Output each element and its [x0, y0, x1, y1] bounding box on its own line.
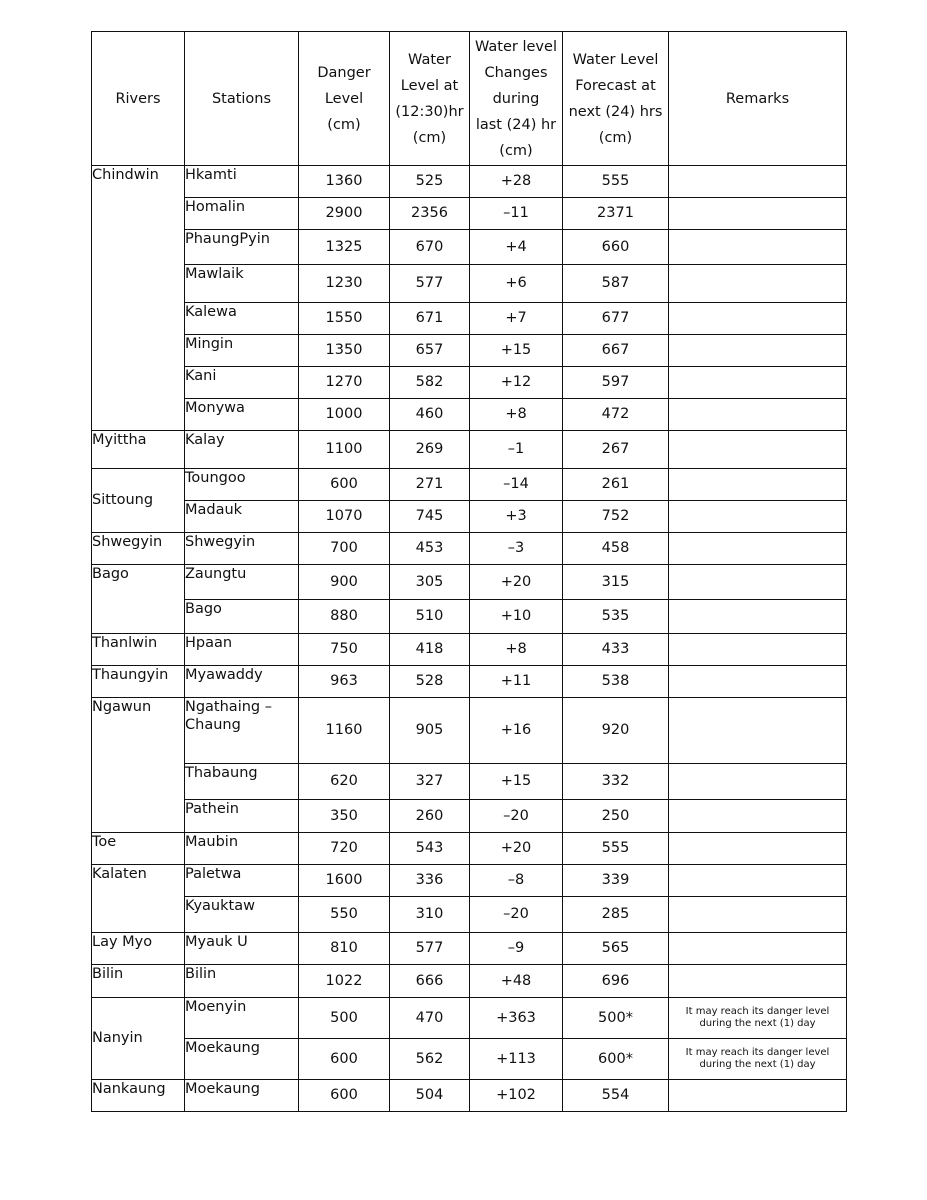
forecast-cell: 565 — [563, 933, 669, 965]
forecast-cell: 660 — [563, 230, 669, 265]
forecast-cell: 472 — [563, 399, 669, 431]
danger-cell: 1600 — [299, 865, 390, 897]
danger-cell: 1350 — [299, 335, 390, 367]
table-row — [92, 764, 847, 800]
change-cell: +4 — [470, 230, 563, 265]
change-cell: +3 — [470, 501, 563, 533]
change-cell: +363 — [470, 998, 563, 1039]
forecast-cell: 587 — [563, 265, 669, 303]
table-row — [92, 367, 847, 399]
forecast-cell: 500* — [563, 998, 669, 1039]
change-cell: –11 — [470, 198, 563, 230]
station-cell: PhaungPyin — [185, 230, 299, 265]
danger-cell: 1550 — [299, 303, 390, 335]
danger-cell: 500 — [299, 998, 390, 1039]
table-row — [92, 1080, 847, 1112]
level-cell: 666 — [390, 965, 470, 998]
forecast-cell: 339 — [563, 865, 669, 897]
forecast-cell: 752 — [563, 501, 669, 533]
station-cell: Moekaung — [185, 1080, 299, 1112]
water-level-table — [91, 31, 847, 1112]
station-cell: Pathein — [185, 800, 299, 833]
danger-cell: 550 — [299, 897, 390, 933]
river-cell: Thanlwin — [92, 634, 185, 666]
header-water-level: Water Level at (12:30)hr (cm) — [390, 32, 470, 166]
station-cell: Mingin — [185, 335, 299, 367]
station-cell: Kalewa — [185, 303, 299, 335]
danger-cell: 620 — [299, 764, 390, 800]
station-cell: Zaungtu — [185, 565, 299, 600]
danger-cell: 1230 — [299, 265, 390, 303]
remarks-cell — [669, 230, 847, 265]
level-cell: 460 — [390, 399, 470, 431]
remarks-cell — [669, 833, 847, 865]
change-cell: –20 — [470, 800, 563, 833]
remarks-cell — [669, 367, 847, 399]
forecast-cell: 535 — [563, 600, 669, 634]
river-cell: Sittoung — [92, 469, 185, 533]
table-row — [92, 265, 847, 303]
danger-cell: 600 — [299, 1039, 390, 1080]
danger-cell: 900 — [299, 565, 390, 600]
table-row — [92, 600, 847, 634]
forecast-cell: 267 — [563, 431, 669, 469]
table-row — [92, 533, 847, 565]
danger-cell: 963 — [299, 666, 390, 698]
change-cell: +113 — [470, 1039, 563, 1080]
danger-cell: 1360 — [299, 166, 390, 198]
danger-cell: 750 — [299, 634, 390, 666]
table-row — [92, 1039, 847, 1080]
table-row — [92, 897, 847, 933]
change-cell: +12 — [470, 367, 563, 399]
header-row — [92, 32, 847, 166]
river-cell: Chindwin — [92, 166, 185, 431]
level-cell: 2356 — [390, 198, 470, 230]
river-cell: Nanyin — [92, 998, 185, 1080]
forecast-cell: 285 — [563, 897, 669, 933]
remarks-cell — [669, 335, 847, 367]
remarks-cell: It may reach its danger level during the next (1) day — [669, 998, 847, 1039]
remarks-cell — [669, 469, 847, 501]
station-cell: Moekaung — [185, 1039, 299, 1080]
header-forecast: Water Level Forecast at next (24) hrs (cm) — [563, 32, 669, 166]
level-cell: 336 — [390, 865, 470, 897]
level-cell: 271 — [390, 469, 470, 501]
forecast-cell: 332 — [563, 764, 669, 800]
forecast-cell: 920 — [563, 698, 669, 764]
level-cell: 470 — [390, 998, 470, 1039]
change-cell: +11 — [470, 666, 563, 698]
remarks-cell — [669, 166, 847, 198]
remarks-cell: It may reach its danger level during the next (1) day — [669, 1039, 847, 1080]
danger-cell: 720 — [299, 833, 390, 865]
station-cell: Mawlaik — [185, 265, 299, 303]
station-cell: Shwegyin — [185, 533, 299, 565]
table-row — [92, 469, 847, 501]
station-cell: Maubin — [185, 833, 299, 865]
level-cell: 562 — [390, 1039, 470, 1080]
change-cell: +8 — [470, 634, 563, 666]
change-cell: +102 — [470, 1080, 563, 1112]
station-cell: Hkamti — [185, 166, 299, 198]
danger-cell: 1100 — [299, 431, 390, 469]
table-row — [92, 166, 847, 198]
river-cell: Thaungyin — [92, 666, 185, 698]
table-row — [92, 933, 847, 965]
remarks-cell — [669, 865, 847, 897]
table-row — [92, 634, 847, 666]
level-cell: 670 — [390, 230, 470, 265]
forecast-cell: 555 — [563, 833, 669, 865]
level-cell: 260 — [390, 800, 470, 833]
change-cell: –1 — [470, 431, 563, 469]
table-row — [92, 965, 847, 998]
header-remarks: Remarks — [669, 32, 847, 166]
forecast-cell: 600* — [563, 1039, 669, 1080]
station-cell: Kyauktaw — [185, 897, 299, 933]
table-row — [92, 230, 847, 265]
change-cell: +16 — [470, 698, 563, 764]
remarks-cell — [669, 666, 847, 698]
remarks-cell — [669, 198, 847, 230]
table-row — [92, 998, 847, 1039]
remarks-cell — [669, 1080, 847, 1112]
forecast-cell: 555 — [563, 166, 669, 198]
station-cell: Myauk U — [185, 933, 299, 965]
header-stations: Stations — [185, 32, 299, 166]
change-cell: +10 — [470, 600, 563, 634]
danger-cell: 810 — [299, 933, 390, 965]
header-danger-level: Danger Level (cm) — [299, 32, 390, 166]
station-cell: Hpaan — [185, 634, 299, 666]
station-cell: Kani — [185, 367, 299, 399]
level-cell: 327 — [390, 764, 470, 800]
danger-cell: 1325 — [299, 230, 390, 265]
remarks-cell — [669, 800, 847, 833]
station-cell: Madauk — [185, 501, 299, 533]
level-cell: 745 — [390, 501, 470, 533]
level-cell: 543 — [390, 833, 470, 865]
remarks-cell — [669, 764, 847, 800]
level-cell: 577 — [390, 933, 470, 965]
station-cell: Bilin — [185, 965, 299, 998]
header-rivers: Rivers — [92, 32, 185, 166]
forecast-cell: 458 — [563, 533, 669, 565]
station-cell: Bago — [185, 600, 299, 634]
level-cell: 504 — [390, 1080, 470, 1112]
remarks-cell — [669, 698, 847, 764]
table-row — [92, 865, 847, 897]
danger-cell: 1160 — [299, 698, 390, 764]
danger-cell: 1270 — [299, 367, 390, 399]
danger-cell: 700 — [299, 533, 390, 565]
river-cell: Bilin — [92, 965, 185, 998]
table-row — [92, 335, 847, 367]
table-row — [92, 399, 847, 431]
level-cell: 269 — [390, 431, 470, 469]
change-cell: –9 — [470, 933, 563, 965]
remarks-cell — [669, 634, 847, 666]
change-cell: +28 — [470, 166, 563, 198]
danger-cell: 600 — [299, 1080, 390, 1112]
river-cell: Bago — [92, 565, 185, 634]
river-cell: Ngawun — [92, 698, 185, 833]
forecast-cell: 696 — [563, 965, 669, 998]
station-cell: Paletwa — [185, 865, 299, 897]
table-row — [92, 565, 847, 600]
danger-cell: 880 — [299, 600, 390, 634]
forecast-cell: 554 — [563, 1080, 669, 1112]
level-cell: 905 — [390, 698, 470, 764]
station-cell: Kalay — [185, 431, 299, 469]
remarks-cell — [669, 431, 847, 469]
change-cell: +6 — [470, 265, 563, 303]
river-cell: Nankaung — [92, 1080, 185, 1112]
river-cell: Kalaten — [92, 865, 185, 933]
station-cell: Homalin — [185, 198, 299, 230]
table-row — [92, 303, 847, 335]
station-cell: Monywa — [185, 399, 299, 431]
change-cell: +15 — [470, 335, 563, 367]
danger-cell: 1000 — [299, 399, 390, 431]
station-cell: Moenyin — [185, 998, 299, 1039]
change-cell: –8 — [470, 865, 563, 897]
level-cell: 510 — [390, 600, 470, 634]
river-cell: Lay Myo — [92, 933, 185, 965]
level-cell: 453 — [390, 533, 470, 565]
river-cell: Myittha — [92, 431, 185, 469]
table-row — [92, 698, 847, 764]
forecast-cell: 677 — [563, 303, 669, 335]
table-row — [92, 800, 847, 833]
remarks-cell — [669, 600, 847, 634]
station-cell: Toungoo — [185, 469, 299, 501]
remarks-cell — [669, 933, 847, 965]
danger-cell: 2900 — [299, 198, 390, 230]
forecast-cell: 433 — [563, 634, 669, 666]
forecast-cell: 261 — [563, 469, 669, 501]
table-row — [92, 198, 847, 230]
change-cell: –14 — [470, 469, 563, 501]
station-cell: Ngathaing – Chaung — [185, 698, 299, 764]
danger-cell: 1022 — [299, 965, 390, 998]
remarks-cell — [669, 533, 847, 565]
remarks-cell — [669, 565, 847, 600]
change-cell: +20 — [470, 833, 563, 865]
station-cell: Thabaung — [185, 764, 299, 800]
danger-cell: 1070 — [299, 501, 390, 533]
table-row — [92, 431, 847, 469]
level-cell: 577 — [390, 265, 470, 303]
river-cell: Toe — [92, 833, 185, 865]
table-row — [92, 833, 847, 865]
remarks-cell — [669, 501, 847, 533]
forecast-cell: 315 — [563, 565, 669, 600]
remarks-cell — [669, 303, 847, 335]
table-row — [92, 666, 847, 698]
danger-cell: 600 — [299, 469, 390, 501]
forecast-cell: 597 — [563, 367, 669, 399]
remarks-cell — [669, 265, 847, 303]
change-cell: –3 — [470, 533, 563, 565]
change-cell: +20 — [470, 565, 563, 600]
level-cell: 525 — [390, 166, 470, 198]
level-cell: 582 — [390, 367, 470, 399]
change-cell: +7 — [470, 303, 563, 335]
header-changes: Water level Changes during last (24) hr (cm) — [470, 32, 563, 166]
level-cell: 305 — [390, 565, 470, 600]
level-cell: 528 — [390, 666, 470, 698]
danger-cell: 350 — [299, 800, 390, 833]
change-cell: –20 — [470, 897, 563, 933]
forecast-cell: 538 — [563, 666, 669, 698]
level-cell: 310 — [390, 897, 470, 933]
remarks-cell — [669, 965, 847, 998]
level-cell: 671 — [390, 303, 470, 335]
change-cell: +48 — [470, 965, 563, 998]
forecast-cell: 250 — [563, 800, 669, 833]
level-cell: 657 — [390, 335, 470, 367]
station-cell: Myawaddy — [185, 666, 299, 698]
forecast-cell: 667 — [563, 335, 669, 367]
change-cell: +15 — [470, 764, 563, 800]
forecast-cell: 2371 — [563, 198, 669, 230]
table-row — [92, 501, 847, 533]
remarks-cell — [669, 897, 847, 933]
change-cell: +8 — [470, 399, 563, 431]
level-cell: 418 — [390, 634, 470, 666]
remarks-cell — [669, 399, 847, 431]
river-cell: Shwegyin — [92, 533, 185, 565]
